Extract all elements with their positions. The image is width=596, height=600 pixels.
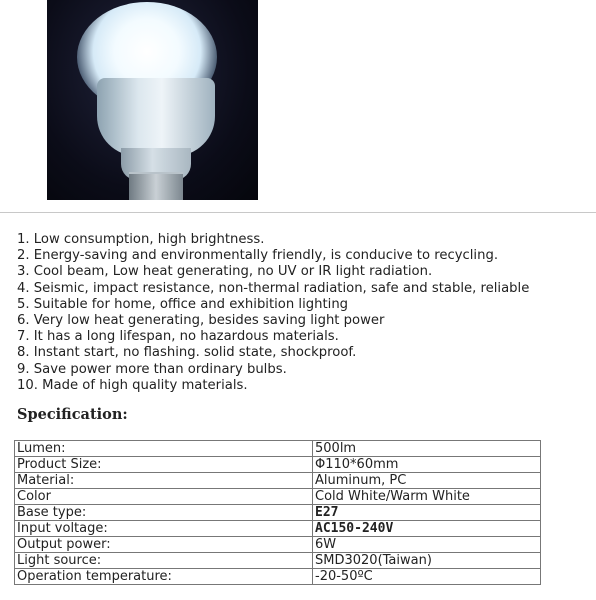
feature-item: 4. Seismic, impact resistance, non-thermal radiation, safe and stable, reliable: [17, 280, 530, 296]
spec-key: Color: [15, 489, 313, 505]
specification-table: [14, 440, 541, 585]
spec-value: AC150-240V: [313, 521, 541, 537]
spec-value: SMD3020(Taiwan): [313, 553, 541, 569]
feature-item: 2. Energy-saving and environmentally friendly, is conducive to recycling.: [17, 248, 499, 264]
bulb-body: [97, 78, 215, 156]
feature-item: 7. It has a long lifespan, no hazardous materials.: [17, 329, 339, 345]
table-row: [15, 505, 541, 521]
table-row: [15, 569, 541, 585]
table-row: [15, 473, 541, 489]
feature-item: 1. Low consumption, high brightness.: [17, 232, 265, 247]
feature-item: 9. Save power more than ordinary bulbs.: [17, 361, 287, 377]
spec-value: Φ110*60mm: [313, 457, 541, 473]
spec-key: Product Size:: [15, 457, 313, 473]
spec-value: -20-50ºC: [313, 569, 541, 585]
spec-key: Operation temperature:: [15, 569, 313, 585]
feature-item: 10. Made of high quality materials.: [17, 377, 248, 393]
spec-key: Lumen:: [15, 441, 313, 457]
table-row: [15, 553, 541, 569]
table-row: [15, 489, 541, 505]
bulb-base: [129, 172, 183, 200]
spec-key: Base type:: [15, 505, 313, 521]
specification-heading: Specification:: [17, 406, 128, 423]
spec-key: Output power:: [15, 537, 313, 553]
spec-key: Input voltage:: [15, 521, 313, 537]
feature-item: 3. Cool beam, Low heat generating, no UV or IR light radiation.: [17, 264, 433, 280]
spec-key: Light source:: [15, 553, 313, 569]
feature-list: [17, 232, 529, 394]
feature-item: 6. Very low heat generating, besides saving light power: [17, 313, 385, 329]
spec-value: 6W: [313, 537, 541, 553]
table-row: [15, 441, 541, 457]
table-row: [15, 457, 541, 473]
spec-value: E27: [313, 505, 541, 521]
spec-value: 500lm: [313, 441, 541, 457]
spec-value: Cold White/Warm White: [313, 489, 541, 505]
feature-item: 5. Suitable for home, office and exhibition lighting: [17, 296, 349, 312]
divider: [0, 212, 596, 213]
product-photo-led-bulb: [47, 0, 258, 200]
table-row: [15, 537, 541, 553]
spec-value: Aluminum, PC: [313, 473, 541, 489]
table-row: [15, 521, 541, 537]
spec-key: Material:: [15, 473, 313, 489]
feature-item: 8. Instant start, no flashing. solid state, shockproof.: [17, 345, 357, 361]
